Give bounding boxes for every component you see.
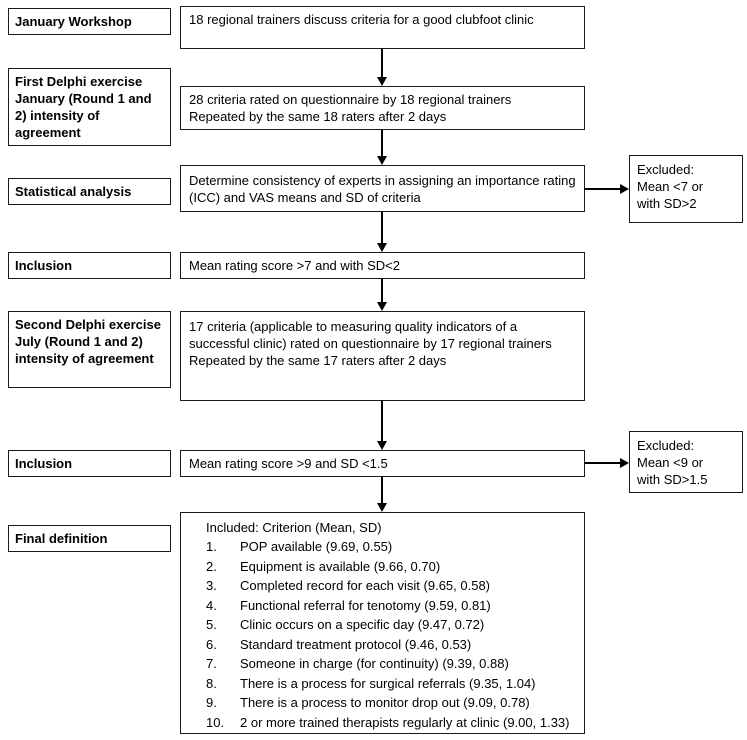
list-item [206,557,576,577]
step-inclusion-2 [180,450,585,477]
list-item [206,654,576,674]
step-inclusion-2-text: Mean rating score >9 and SD <1.5 [189,456,388,471]
list-item-text: Someone in charge (for continuity) (9.39, 0.88) [240,656,509,671]
step-second-delphi [180,311,585,401]
arrow-down-2 [381,130,383,156]
excluded-2-line3: with SD>1.5 [637,472,708,487]
excluded-1-line2: Mean <7 or [637,179,704,194]
list-item [206,693,576,713]
excluded-2-line1: Excluded: [637,438,695,453]
step-first-delphi [180,86,585,130]
step-inclusion-1-text: Mean rating score >7 and with SD<2 [189,258,401,273]
arrow-right-excluded-1 [585,188,620,190]
arrow-down-6 [381,477,383,503]
step-workshop [180,6,585,49]
excluded-1-line3: with SD>2 [637,196,697,211]
step-statistical-analysis [180,165,585,212]
arrow-right-excluded-2 [585,462,620,464]
final-criteria-list [189,537,576,732]
step-first-delphi-line1: 28 criteria rated on questionnaire by 18 regional trainers [189,92,512,107]
list-item-number: 4. [206,597,217,613]
list-item [206,576,576,596]
list-item-text: 2 or more trained therapists regularly at clinic (9.00, 1.33) [240,714,570,730]
list-item-number: 9. [206,695,217,710]
arrow-down-4 [381,279,383,302]
list-item-text: Clinic occurs on a specific day (9.47, 0.72) [240,617,485,632]
list-item-text: Functional referral for tenotomy (9.59, 0.81) [240,597,491,613]
label-inclusion-1: Inclusion [8,252,171,279]
excluded-box-2 [629,431,743,493]
list-item-number: 1. [206,539,217,554]
step-statistical-text: Determine consistency of experts in assigning an importance rating (ICC) and VAS means and SD of criteria [189,173,576,205]
final-box-heading: Included: Criterion (Mean, SD) [206,520,382,535]
list-item-text: Completed record for each visit (9.65, 0.58) [240,578,491,593]
label-final-definition: Final definition [8,525,171,552]
label-statistical-analysis: Statistical analysis [8,178,171,205]
list-item-number: 10. [206,714,225,730]
arrow-down-3 [381,212,383,243]
list-item-number: 3. [206,578,217,593]
list-item-number: 5. [206,617,217,632]
excluded-2-line2: Mean <9 or [637,455,704,470]
list-item-text: POP available (9.69, 0.55) [240,539,393,554]
arrow-down-1 [381,49,383,77]
list-item [206,615,576,635]
label-first-delphi: First Delphi exercise January (Round 1 and 2) intensity of agreement [8,68,171,146]
step-inclusion-1 [180,252,585,279]
list-item [206,596,576,616]
list-item-number: 2. [206,558,217,574]
step-second-delphi-line1: 17 criteria (applicable to measuring quality indicators of a successful clinic) rated on questionnaire by 17 regional trainers [189,319,552,351]
list-item [206,713,576,733]
list-item [206,537,576,557]
list-item [206,635,576,655]
step-first-delphi-line2: Repeated by the same 18 raters after 2 days [189,109,447,124]
excluded-1-line1: Excluded: [637,162,695,177]
list-item-number: 7. [206,656,217,671]
list-item-text: Standard treatment protocol (9.46, 0.53) [240,636,472,652]
list-item-number: 6. [206,636,217,652]
excluded-box-1 [629,155,743,223]
list-item [206,674,576,694]
list-item-text: There is a process to monitor drop out (9.09, 0.78) [240,695,530,710]
arrow-down-5 [381,401,383,441]
label-inclusion-2: Inclusion [8,450,171,477]
step-workshop-text: 18 regional trainers discuss criteria for a good clubfoot clinic [189,12,534,27]
list-item-text: Equipment is available (9.66, 0.70) [240,558,441,574]
list-item-number: 8. [206,675,217,691]
step-second-delphi-line2: Repeated by the same 17 raters after 2 days [189,353,447,368]
list-item-text: There is a process for surgical referrals (9.35, 1.04) [240,675,536,691]
step-final-definition [180,512,585,734]
label-january-workshop: January Workshop [8,8,171,35]
label-second-delphi: Second Delphi exercise July (Round 1 and 2) intensity of agreement [8,311,171,388]
